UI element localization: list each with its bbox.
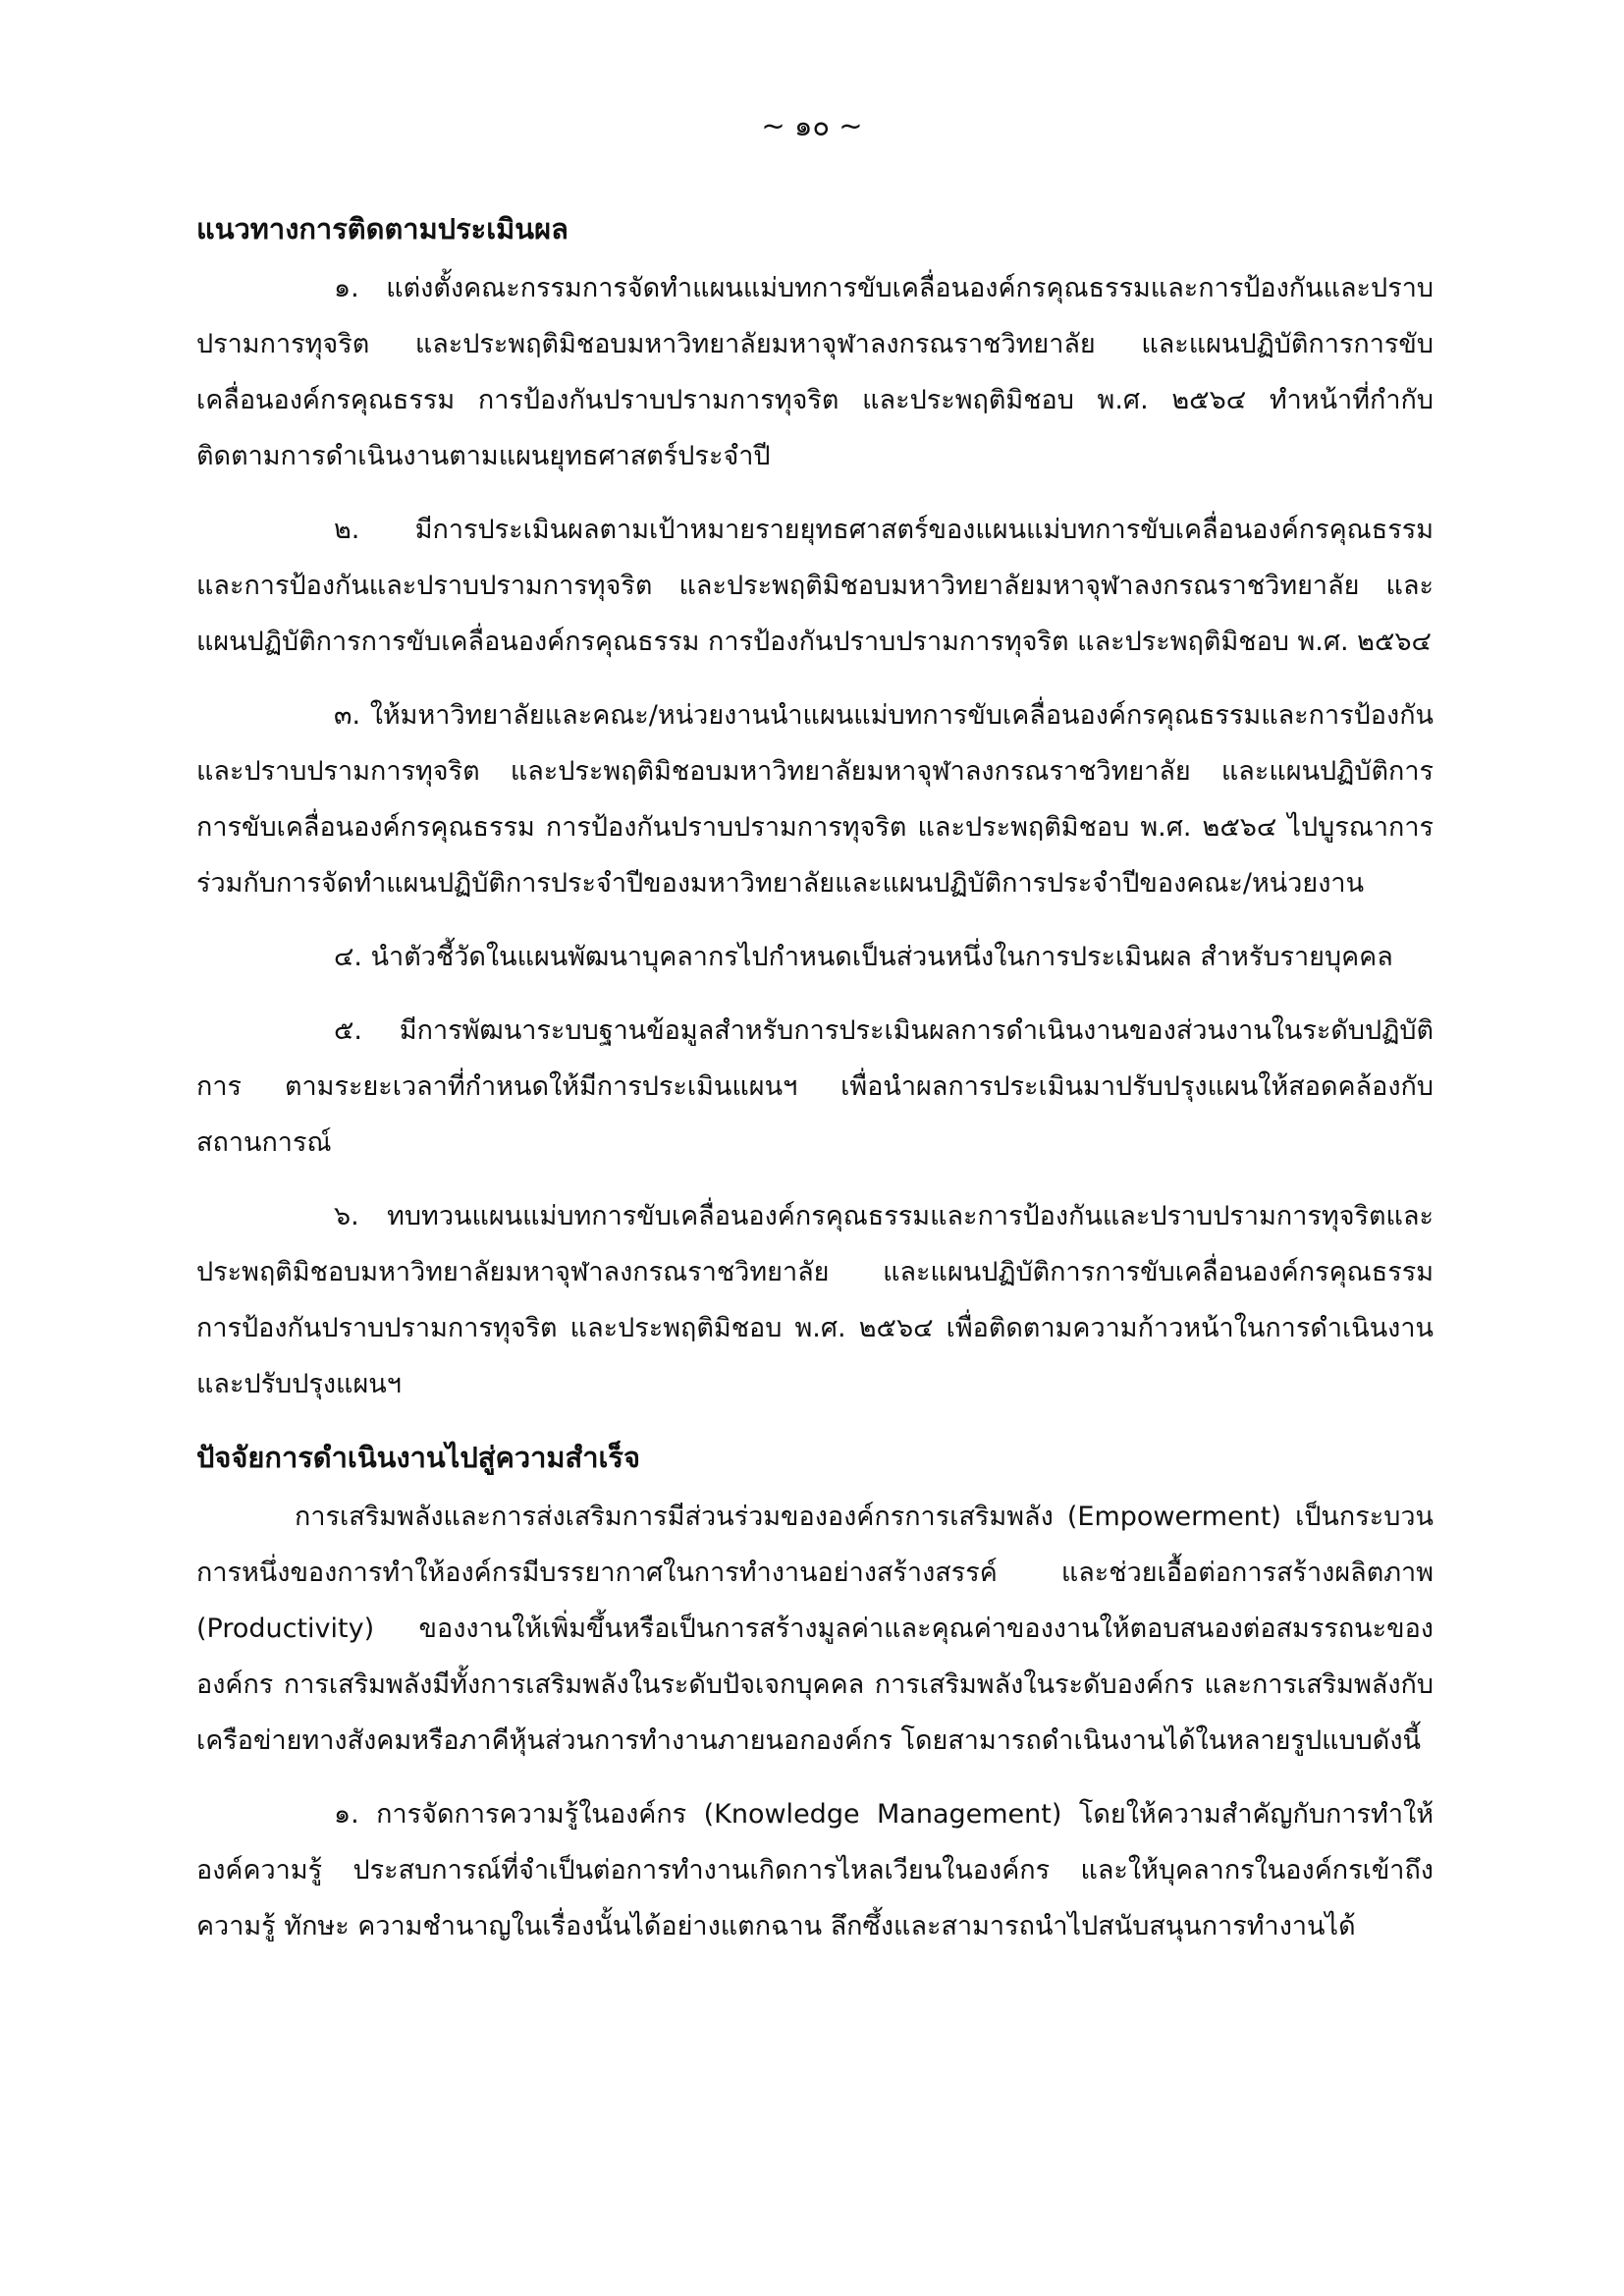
success-factors-intro: การเสริมพลังและการส่งเสริมการมีส่วนร่วมขององค์กรการเสริมพลัง (Empowerment) เป็นกระบวนการหนึ่งของการทำให้องค์กรมีบรรยากาศในการทำงานอย่างสร้างสรรค์ และช่วยเอื้อต่อการสร้างผลิตภาพ (Productivity) ของงานให้เพิ่มขึ้นหรือเป็นการสร้างมูลค่าและคุณค่าของงานให้ตอบสนองต่อสมรรถนะขององค์กร การเสริมพลังมีทั้งการเสริมพลังในระดับปัจเจกบุคคล การเสริมพลังในระดับองค์กร และการเสริมพลังกับเครือข่ายทางสังคมหรือภาคีหุ้นส่วนการทำงานภายนอกองค์กร โดยสามารถดำเนินงานได้ในหลายรูปแบบดังนี้ [196,1502,1434,1756]
evaluation-item-6: ๖. ทบทวนแผนแม่บทการขับเคลื่อนองค์กรคุณธรรมและการป้องกันและปราบปรามการทุจริตและประพฤติมิชอบมหาวิทยาลัยมหาจุฬาลงกรณราชวิทยาลัย และแผนปฏิบัติการการขับเคลื่อนองค์กรคุณธรรม การป้องกันปราบปรามการทุจริต และประพฤติมิชอบ พ.ศ. ๒๕๖๔ เพื่อติดตามความก้าวหน้าในการดำเนินงานและปรับปรุงแผนฯ [196,1201,1434,1399]
evaluation-item-2: ๒. มีการประเมินผลตามเป้าหมายรายยุทธศาสตร์ของแผนแม่บทการขับเคลื่อนองค์กรคุณธรรมและการป้องกันและปราบปรามการทุจริต และประพฤติมิชอบมหาวิทยาลัยมหาจุฬาลงกรณราชวิทยาลัย และแผนปฏิบัติการการขับเคลื่อนองค์กรคุณธรรม การป้องกันปราบปรามการทุจริต และประพฤติมิชอบ พ.ศ. ๒๕๖๔ [196,515,1434,657]
section-heading-evaluation: แนวทางการติดตามประเมินผล [196,212,568,246]
evaluation-item-1: ๑. แต่งตั้งคณะกรรมการจัดทำแผนแม่บทการขับเคลื่อนองค์กรคุณธรรมและการป้องกันและปราบปรามการทุจริต และประพฤติมิชอบมหาวิทยาลัยมหาจุฬาลงกรณราชวิทยาลัย และแผนปฏิบัติการการขับเคลื่อนองค์กรคุณธรรม การป้องกันปราบปรามการทุจริต และประพฤติมิชอบ พ.ศ. ๒๕๖๔ ทำหน้าที่กำกับติดตามการดำเนินงานตามแผนยุทธศาสตร์ประจำปี [196,273,1434,471]
section-heading-success-factors: ปัจจัยการดำเนินงานไปสู่ความสำเร็จ [196,1441,640,1474]
evaluation-item-3: ๓. ให้มหาวิทยาลัยและคณะ/หน่วยงานนำแผนแม่บทการขับเคลื่อนองค์กรคุณธรรมและการป้องกันและปราบปรามการทุจริต และประพฤติมิชอบมหาวิทยาลัยมหาจุฬาลงกรณราชวิทยาลัย และแผนปฏิบัติการการขับเคลื่อนองค์กรคุณธรรม การป้องกันปราบปรามการทุจริต และประพฤติมิชอบ พ.ศ. ๒๕๖๔ ไปบูรณาการร่วมกับการจัดทำแผนปฏิบัติการประจำปีของมหาวิทยาลัยและแผนปฏิบัติการประจำปีของคณะ/หน่วยงาน [196,700,1434,899]
success-factors-item-1: ๑. การจัดการความรู้ในองค์กร (Knowledge Management) โดยให้ความสำคัญกับการทำให้องค์ความรู้ ประสบการณ์ที่จำเป็นต่อการทำงานเกิดการไหลเวียนในองค์กร และให้บุคลากรในองค์กรเข้าถึงความรู้ ทักษะ ความชำนาญในเรื่องนั้นได้อย่างแตกฉาน ลึกซึ้งและสามารถนำไปสนับสนุนการทำงานได้ [196,1799,1434,1941]
document-content [196,201,1434,1972]
evaluation-item-5: ๕. มีการพัฒนาระบบฐานข้อมูลสำหรับการประเมินผลการดำเนินงานของส่วนงานในระดับปฏิบัติการ ตามระยะเวลาที่กำหนดให้มีการประเมินแผนฯ เพื่อนำผลการประเมินมาปรับปรุงแผนให้สอดคล้องกับสถานการณ์ [196,1015,1434,1158]
page-number: ~ ๑๐ ~ [761,109,863,142]
evaluation-item-4: ๔. นำตัวชี้วัดในแผนพัฒนาบุคลากรไปกำหนดเป็นส่วนหนึ่งในการประเมินผล สำหรับรายบุคคล [334,942,1393,972]
